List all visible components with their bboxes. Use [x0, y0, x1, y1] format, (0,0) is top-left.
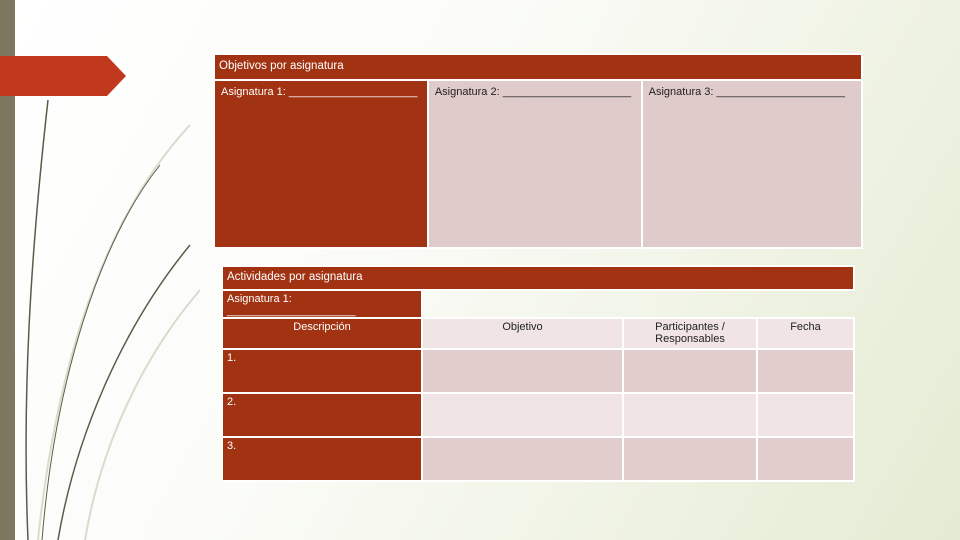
asignatura-3-cell[interactable]: Asignatura 3: _____________________ — [642, 80, 862, 248]
row-2-participantes[interactable] — [623, 393, 757, 437]
row-1-objetivo[interactable] — [422, 349, 623, 393]
row-2-objetivo[interactable] — [422, 393, 623, 437]
row-3-descripcion[interactable]: 3. — [222, 437, 422, 481]
row-1-participantes[interactable] — [623, 349, 757, 393]
actividades-asignatura-label: Asignatura 1: _____________________ — [222, 290, 422, 318]
row-1-descripcion[interactable]: 1. — [222, 349, 422, 393]
objetivos-table — [213, 53, 863, 249]
decorative-curves — [0, 0, 200, 540]
row-2-descripcion[interactable]: 2. — [222, 393, 422, 437]
actividades-title: Actividades por asignatura — [222, 266, 854, 290]
col-header-participantes: Participantes / Responsables — [623, 318, 757, 349]
row-3-fecha[interactable] — [757, 437, 854, 481]
objetivos-title: Objetivos por asignatura — [214, 54, 862, 80]
actividades-table — [221, 265, 855, 482]
asignatura-1-cell[interactable]: Asignatura 1: _____________________ — [214, 80, 428, 248]
col-header-objetivo: Objetivo — [422, 318, 623, 349]
asignatura-2-cell[interactable]: Asignatura 2: _____________________ — [428, 80, 642, 248]
row-1-fecha[interactable] — [757, 349, 854, 393]
row-2-fecha[interactable] — [757, 393, 854, 437]
row-3-participantes[interactable] — [623, 437, 757, 481]
subtitle-spacer — [422, 290, 854, 318]
row-3-objetivo[interactable] — [422, 437, 623, 481]
col-header-fecha: Fecha — [757, 318, 854, 349]
col-header-descripcion: Descripción — [222, 318, 422, 349]
